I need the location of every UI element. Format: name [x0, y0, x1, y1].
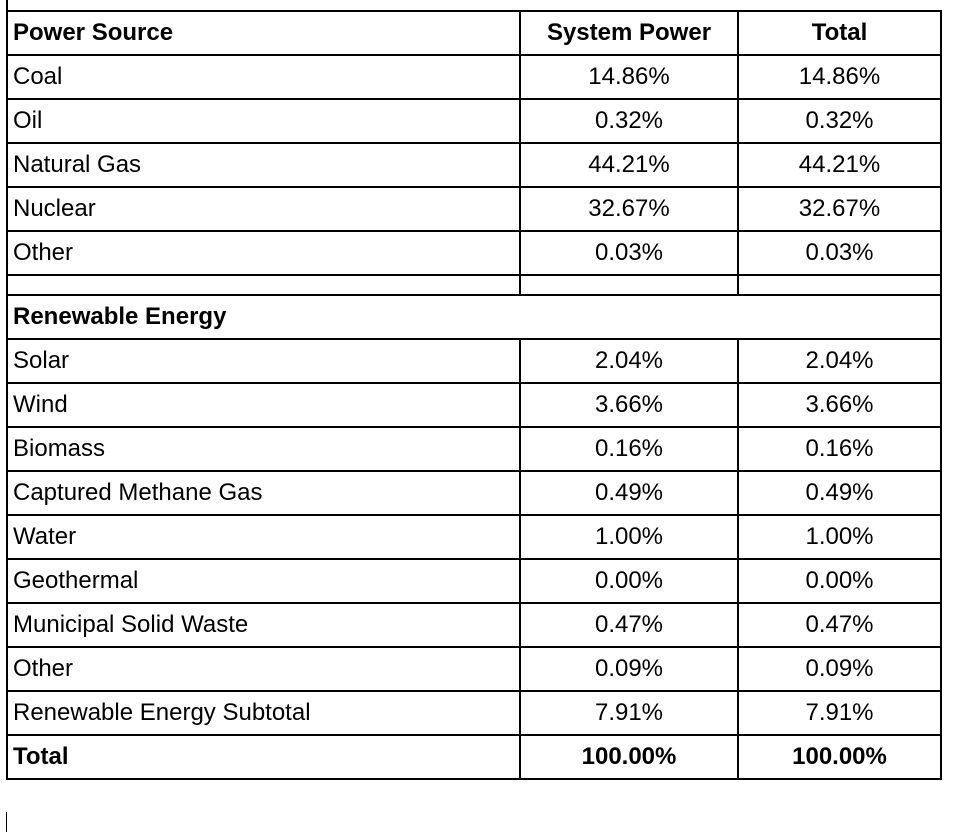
subtotal-row [7, 691, 941, 735]
row-total: 32.67% [738, 187, 941, 231]
total-total: 100.00% [738, 735, 941, 779]
row-system-power: 0.09% [520, 647, 738, 691]
row-label: Oil [7, 99, 520, 143]
row-total: 0.47% [738, 603, 941, 647]
table-row [7, 515, 941, 559]
row-label: Water [7, 515, 520, 559]
row-label: Renewable Energy Subtotal [7, 691, 520, 735]
table-row [7, 143, 941, 187]
row-system-power: 0.49% [520, 471, 738, 515]
row-label: Natural Gas [7, 143, 520, 187]
section-heading-row [7, 295, 941, 339]
table-row [7, 559, 941, 603]
table-row [7, 471, 941, 515]
row-label: Captured Methane Gas [7, 471, 520, 515]
table-row [7, 427, 941, 471]
total-row [7, 735, 941, 779]
table-row [7, 99, 941, 143]
spacer-cell [7, 275, 520, 295]
row-system-power: 0.32% [520, 99, 738, 143]
renewable-heading: Renewable Energy [7, 295, 941, 339]
table-row [7, 647, 941, 691]
row-total: 14.86% [738, 55, 941, 99]
row-label: Municipal Solid Waste [7, 603, 520, 647]
row-system-power: 14.86% [520, 55, 738, 99]
row-system-power: 32.67% [520, 187, 738, 231]
table-row [7, 55, 941, 99]
table-row [7, 187, 941, 231]
total-label: Total [7, 735, 520, 779]
table-row [7, 603, 941, 647]
table-row [7, 339, 941, 383]
header-system-power: System Power [520, 11, 738, 55]
row-system-power: 0.00% [520, 559, 738, 603]
header-total: Total [738, 11, 941, 55]
row-label: Other [7, 647, 520, 691]
spacer-cell [520, 275, 738, 295]
row-total: 7.91% [738, 691, 941, 735]
row-total: 0.32% [738, 99, 941, 143]
row-label: Nuclear [7, 187, 520, 231]
row-system-power: 44.21% [520, 143, 738, 187]
table-header-row [7, 11, 941, 55]
row-total: 0.49% [738, 471, 941, 515]
row-label: Solar [7, 339, 520, 383]
row-system-power: 0.16% [520, 427, 738, 471]
row-label: Coal [7, 55, 520, 99]
row-label: Other [7, 231, 520, 275]
frame-bottom-edge [6, 812, 941, 832]
row-system-power: 3.66% [520, 383, 738, 427]
row-system-power: 0.47% [520, 603, 738, 647]
row-total: 44.21% [738, 143, 941, 187]
row-label: Wind [7, 383, 520, 427]
row-total: 3.66% [738, 383, 941, 427]
row-total: 0.03% [738, 231, 941, 275]
header-power-source: Power Source [7, 11, 520, 55]
total-system-power: 100.00% [520, 735, 738, 779]
row-total: 0.16% [738, 427, 941, 471]
row-total: 2.04% [738, 339, 941, 383]
row-total: 1.00% [738, 515, 941, 559]
row-system-power: 2.04% [520, 339, 738, 383]
table-row [7, 231, 941, 275]
frame-edge [6, 0, 8, 10]
row-system-power: 7.91% [520, 691, 738, 735]
spacer-cell [738, 275, 941, 295]
power-source-table [6, 10, 942, 780]
row-system-power: 1.00% [520, 515, 738, 559]
row-system-power: 0.03% [520, 231, 738, 275]
row-label: Geothermal [7, 559, 520, 603]
row-total: 0.00% [738, 559, 941, 603]
spacer-row [7, 275, 941, 295]
row-label: Biomass [7, 427, 520, 471]
table-row [7, 383, 941, 427]
row-total: 0.09% [738, 647, 941, 691]
